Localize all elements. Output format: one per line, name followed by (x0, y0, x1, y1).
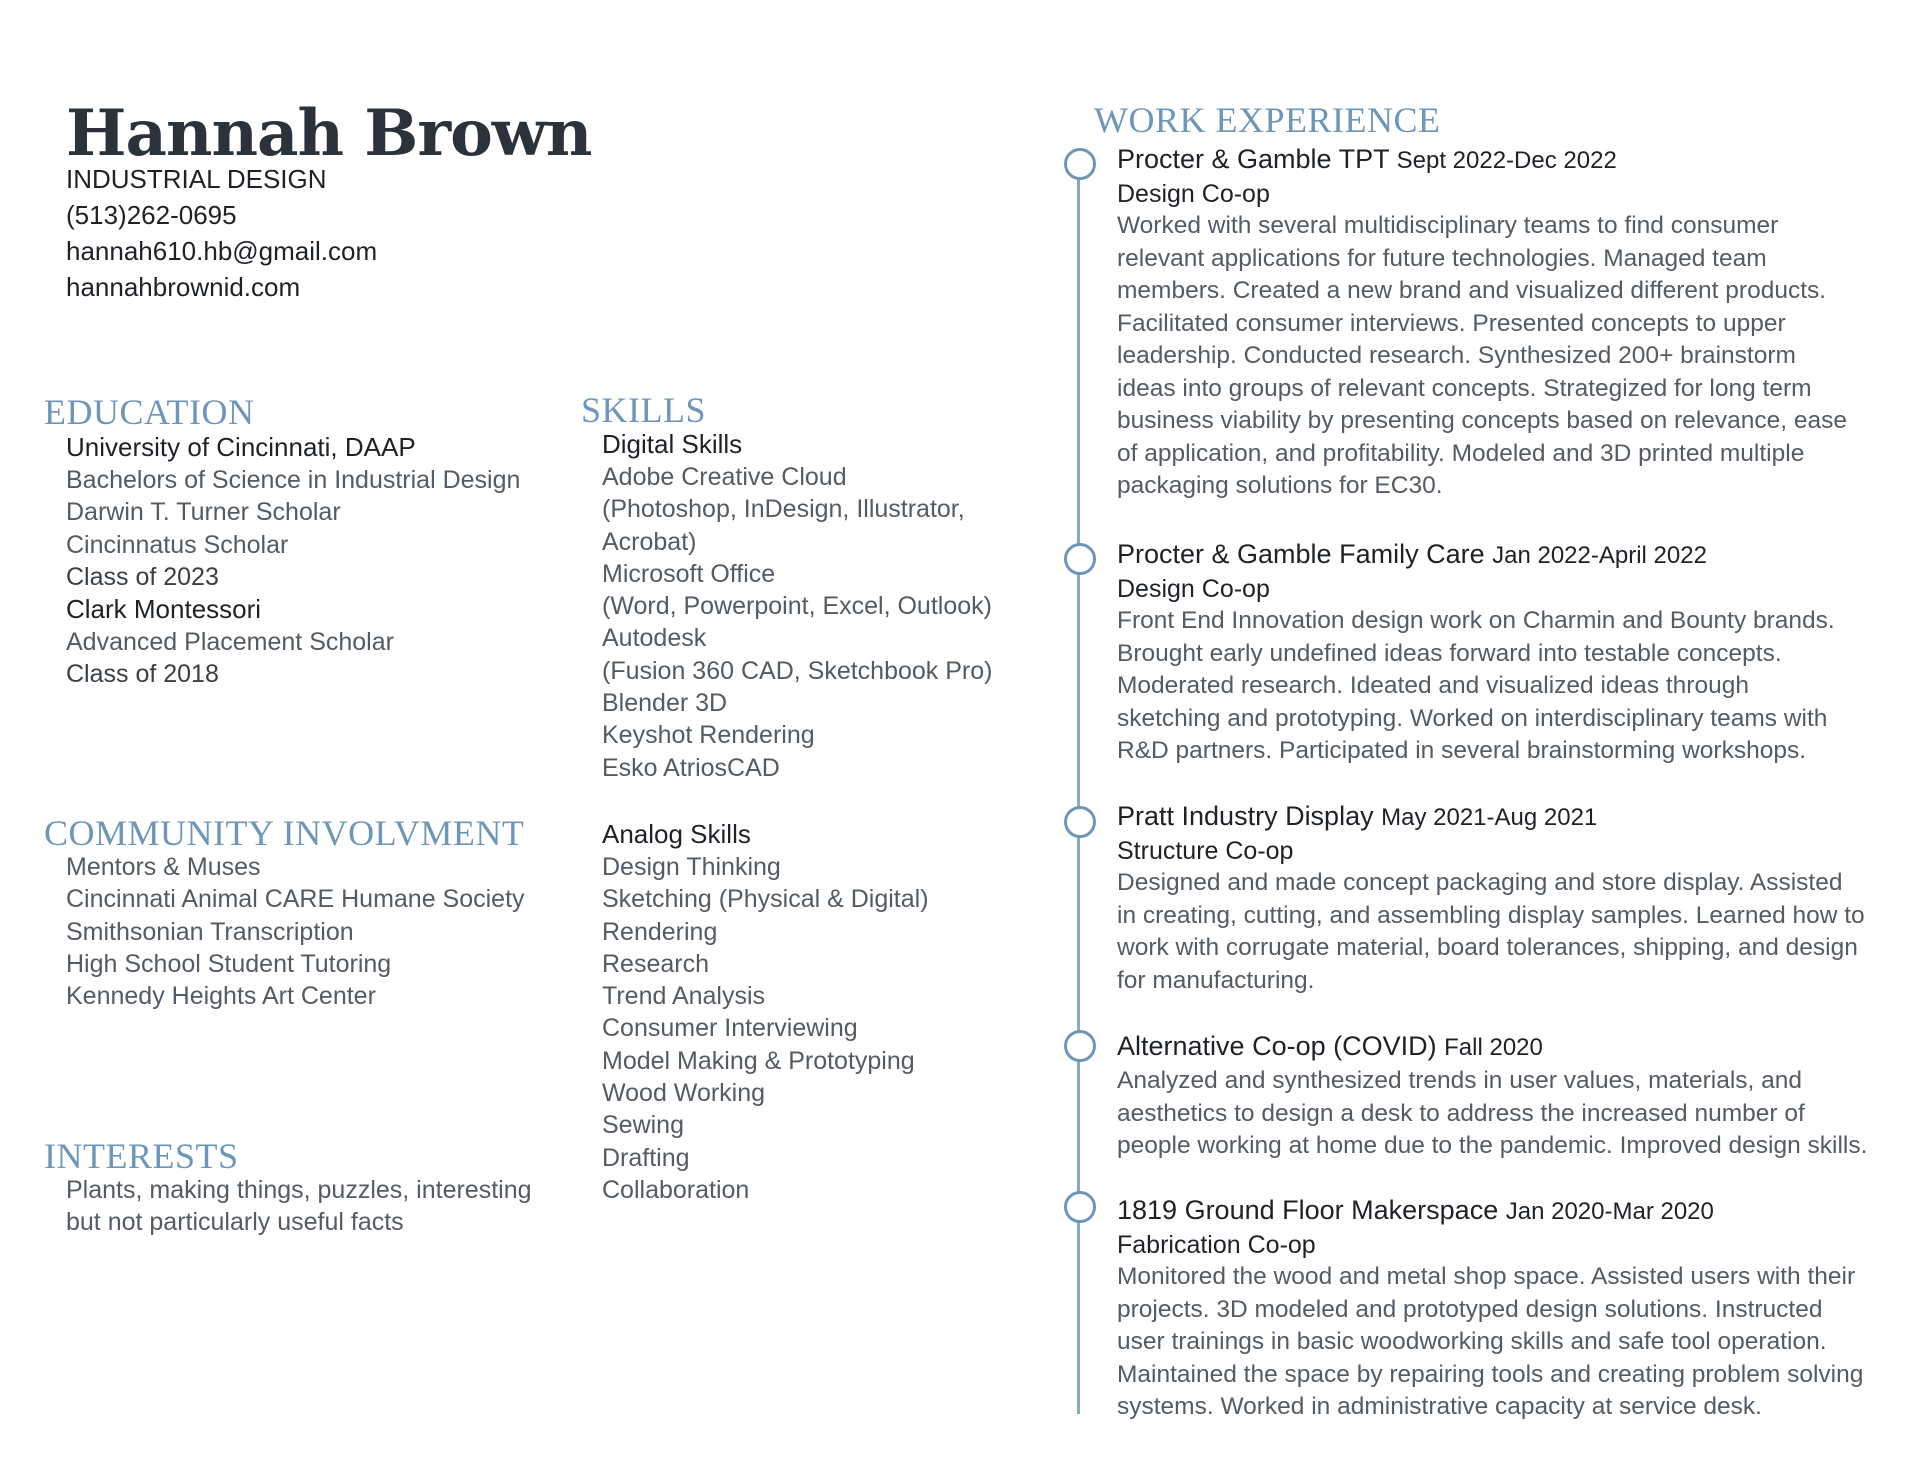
description-line: Monitored the wood and metal shop space. Assisted users with their (1117, 1263, 1856, 1290)
list-item: Sewing (602, 1111, 684, 1140)
resume-name: Hannah Brown (66, 96, 592, 171)
education-detail: Darwin T. Turner Scholar (66, 498, 341, 527)
description-line: projects. 3D modeled and prototyped design solutions. Instructed (1117, 1295, 1823, 1323)
list-item: Wood Working (602, 1079, 766, 1108)
description-line: leadership. Conducted research. Synthesized 200+ brainstorm (1117, 342, 1796, 369)
job-role: Design Co-op (1117, 575, 1270, 603)
description-line: packaging solutions for EC30. (1117, 472, 1443, 499)
job-company: Procter & Gamble TPT (1117, 144, 1390, 174)
job-company: Alternative Co-op (COVID) (1117, 1031, 1437, 1061)
job-entry (1117, 1193, 1907, 1424)
description-line: people working at home due to the pandemic. Improved design skills. (1117, 1132, 1868, 1159)
list-item: Esko AtriosCAD (602, 753, 780, 782)
job-dates: Jan 2020-Mar 2020 (1505, 1198, 1714, 1225)
timeline-dot-icon (1064, 1191, 1096, 1223)
list-item: Cincinnati Animal CARE Humane Society (66, 885, 525, 914)
description-line: Worked with several multidisciplinary teams to find consumer (1117, 212, 1779, 239)
community-heading: COMMUNITY INVOLVMENT (44, 813, 525, 853)
job-dates: Sept 2022-Dec 2022 (1396, 147, 1617, 174)
education-detail: Bachelors of Science in Industrial Design (66, 466, 521, 494)
phone-number: (513)262-0695 (66, 200, 237, 230)
list-item: Acrobat) (602, 527, 697, 556)
description-line: ideas into groups of relevant concepts. Strategized for long term (1117, 374, 1812, 402)
list-item: Mentors & Muses (66, 853, 261, 881)
education-detail: Class of 2023 (66, 562, 219, 591)
description-line: R&D partners. Participated in several brainstorming workshops. (1117, 737, 1807, 764)
job-description (1117, 867, 1907, 997)
list-item: Microsoft Office (602, 559, 776, 588)
timeline-dot-icon (1064, 148, 1096, 180)
job-company: 1819 Ground Floor Makerspace (1117, 1195, 1499, 1225)
job-description (1117, 1261, 1907, 1424)
list-item: Model Making & Prototyping (602, 1046, 915, 1075)
timeline-dot-icon (1064, 1030, 1096, 1062)
digital-skills-title: Digital Skills (602, 429, 743, 459)
list-item: Adobe Creative Cloud (602, 463, 847, 491)
list-item: Sketching (Physical & Digital) (602, 885, 929, 914)
job-entry (1117, 537, 1907, 768)
description-line: relevant applications for future technologies. Managed team (1117, 244, 1767, 272)
description-line: Analyzed and synthesized trends in user values, materials, and (1117, 1067, 1803, 1094)
description-line: for manufacturing. (1117, 966, 1315, 994)
description-line: Brought early undefined ideas forward into testable concepts. (1117, 639, 1782, 667)
field-of-study: INDUSTRIAL DESIGN (66, 164, 327, 194)
list-item: (Fusion 360 CAD, Sketchbook Pro) (602, 656, 993, 685)
list-item: Collaboration (602, 1175, 750, 1204)
job-dates: Fall 2020 (1444, 1034, 1543, 1061)
job-heading (1117, 142, 1907, 178)
description-line: work with corrugate material, board tolerances, shipping, and design (1117, 934, 1858, 961)
job-entry (1117, 1029, 1907, 1163)
list-item: High School Student Tutoring (66, 949, 392, 978)
list-item: Smithsonian Transcription (66, 917, 354, 946)
contact-block (66, 161, 377, 305)
description-line: Facilitated consumer interviews. Presented concepts to upper (1117, 309, 1786, 337)
description-line: members. Created a new brand and visualized different products. (1117, 277, 1827, 304)
job-description (1117, 210, 1907, 503)
list-item: Research (602, 949, 709, 978)
analog-skills-title: Analog Skills (602, 819, 751, 849)
timeline-dot-icon (1064, 543, 1096, 575)
job-role: Fabrication Co-op (1117, 1231, 1316, 1259)
timeline-dot-icon (1064, 806, 1096, 838)
job-description (1117, 1065, 1907, 1163)
school-name: University of Cincinnati, DAAP (66, 432, 416, 462)
description-line: of application, and profitability. Modeled and 3D printed multiple (1117, 439, 1805, 467)
timeline-line (1077, 158, 1080, 1414)
list-item: Trend Analysis (602, 982, 766, 1011)
list-item: (Word, Powerpoint, Excel, Outlook) (602, 592, 992, 621)
description-line: aesthetics to design a desk to address the increased number of (1117, 1099, 1805, 1127)
description-line: Moderated research. Ideated and visualized ideas through (1117, 672, 1749, 699)
interests-line: Plants, making things, puzzles, interesting (66, 1176, 532, 1204)
description-line: sketching and prototyping. Worked on interdisciplinary teams with (1117, 704, 1828, 732)
digital-skills-section (602, 428, 992, 784)
list-item: Drafting (602, 1143, 690, 1172)
education-detail: Advanced Placement Scholar (66, 628, 394, 657)
interests-line: but not particularly useful facts (66, 1208, 404, 1237)
list-item: Kennedy Heights Art Center (66, 982, 376, 1011)
job-entry (1117, 142, 1907, 503)
list-item: Consumer Interviewing (602, 1014, 858, 1043)
skills-heading: SKILLS (581, 390, 707, 430)
job-description (1117, 605, 1907, 768)
description-line: user trainings in basic woodworking skills and safe tool operation. (1117, 1328, 1827, 1355)
interests-section (66, 1174, 532, 1239)
description-line: Maintained the space by repairing tools and creating problem solving (1117, 1360, 1864, 1388)
job-dates: May 2021-Aug 2021 (1381, 804, 1598, 831)
list-item: Design Thinking (602, 853, 781, 881)
job-dates: Jan 2022-April 2022 (1492, 542, 1707, 569)
community-section (66, 851, 525, 1012)
description-line: systems. Worked in administrative capacity at service desk. (1117, 1393, 1762, 1420)
list-item: Keyshot Rendering (602, 721, 815, 750)
interests-heading: INTERESTS (44, 1136, 239, 1176)
education-detail: Cincinnatus Scholar (66, 530, 289, 559)
job-heading (1117, 799, 1907, 835)
email-link[interactable]: hannah610.hb@gmail.com (66, 236, 378, 266)
job-role: Structure Co-op (1117, 837, 1294, 865)
list-item: Blender 3D (602, 689, 728, 718)
job-company: Pratt Industry Display (1117, 801, 1374, 831)
job-entry (1117, 799, 1907, 997)
list-item: Autodesk (602, 624, 707, 653)
job-heading (1117, 1029, 1907, 1065)
description-line: Designed and made concept packaging and store display. Assisted (1117, 869, 1843, 896)
job-role: Design Co-op (1117, 180, 1270, 208)
analog-skills-section (602, 818, 929, 1206)
list-item: (Photoshop, InDesign, Illustrator, (602, 495, 965, 524)
job-heading (1117, 1193, 1907, 1229)
education-heading: EDUCATION (44, 392, 255, 432)
description-line: business viability by presenting concepts based on relevance, ease (1117, 407, 1847, 434)
education-section (66, 431, 520, 691)
education-detail: Class of 2018 (66, 660, 219, 689)
job-heading (1117, 537, 1907, 573)
job-company: Procter & Gamble Family Care (1117, 539, 1485, 569)
list-item: Rendering (602, 917, 718, 946)
school-name: Clark Montessori (66, 594, 262, 625)
description-line: in creating, cutting, and assembling display samples. Learned how to (1117, 901, 1865, 929)
website-link[interactable]: hannahbrownid.com (66, 272, 301, 302)
description-line: Front End Innovation design work on Charmin and Bounty brands. (1117, 607, 1835, 634)
work-experience-heading: WORK EXPERIENCE (1094, 100, 1441, 140)
